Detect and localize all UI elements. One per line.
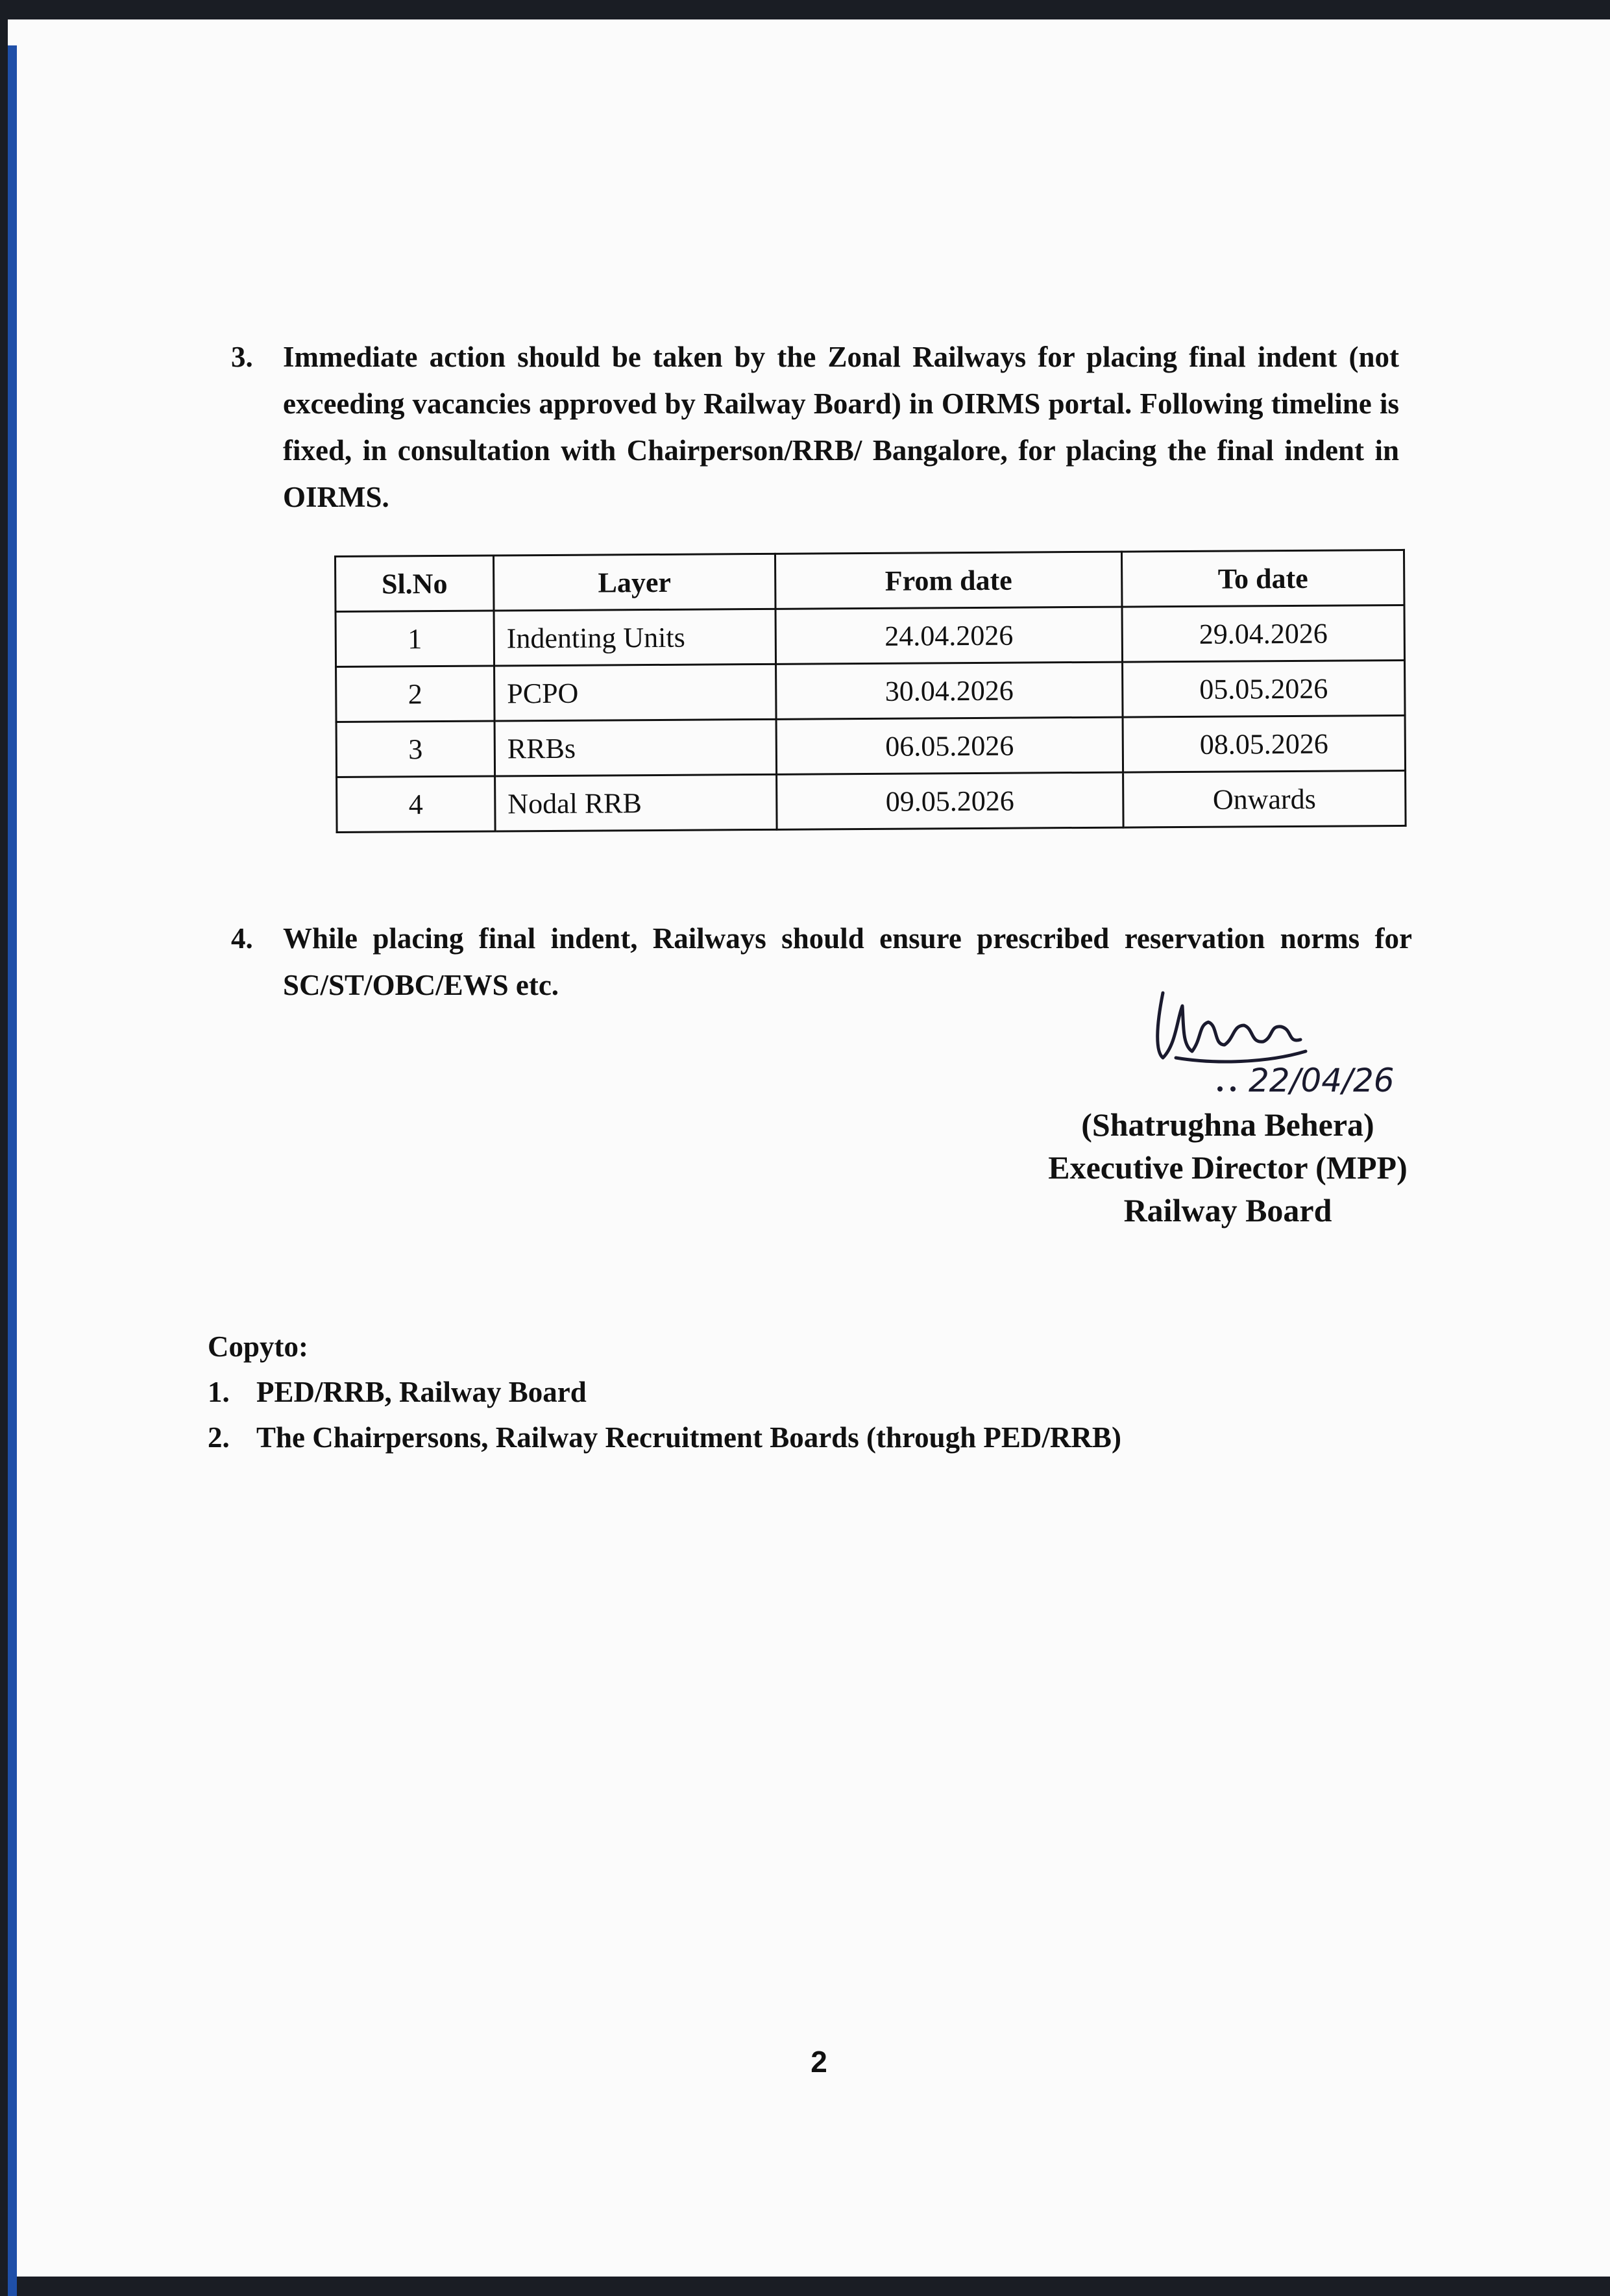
signature-date: 22/04/26 xyxy=(1249,1062,1395,1099)
signatory-block xyxy=(981,1103,1474,1232)
cell-sl-no: 4 xyxy=(337,776,496,832)
copy-item-number: 2. xyxy=(208,1421,230,1454)
cell-from-date: 24.04.2026 xyxy=(775,607,1123,664)
cell-from-date: 30.04.2026 xyxy=(776,662,1123,719)
header-from-date: From date xyxy=(775,552,1122,609)
copy-to-block xyxy=(208,1324,1121,1460)
paragraph-4-text: While placing final indent, Railways should ensure prescribed reservation norms for SC/ST/OBC/EWS etc. xyxy=(283,922,1412,1001)
document-page xyxy=(8,19,1610,2277)
cell-sl-no: 3 xyxy=(336,721,495,777)
cell-layer: RRBs xyxy=(494,719,777,776)
cell-to-date: 05.05.2026 xyxy=(1123,660,1406,717)
copy-item-text: PED/RRB, Railway Board xyxy=(256,1376,587,1408)
cell-layer: Indenting Units xyxy=(494,609,776,666)
scan-edge xyxy=(8,45,17,2296)
cell-sl-no: 2 xyxy=(336,666,495,722)
page-number: 2 xyxy=(811,2045,827,2079)
list-item xyxy=(208,1369,1121,1415)
header-sl-no: Sl.No xyxy=(335,556,494,611)
paragraph-3-number: 3. xyxy=(231,341,253,373)
copy-to-heading: Copyto: xyxy=(208,1330,308,1363)
cell-to-date: 29.04.2026 xyxy=(1122,605,1405,662)
table-row xyxy=(336,660,1405,722)
cell-to-date: Onwards xyxy=(1123,770,1406,827)
cell-layer: PCPO xyxy=(494,664,777,721)
table-row xyxy=(337,770,1406,832)
copy-item-text: The Chairpersons, Railway Recruitment Boards (through PED/RRB) xyxy=(256,1421,1121,1454)
cell-layer: Nodal RRB xyxy=(495,774,777,831)
header-layer: Layer xyxy=(494,554,776,611)
paragraph-4-number: 4. xyxy=(231,922,253,955)
cell-from-date: 09.05.2026 xyxy=(777,772,1124,829)
signature-drawing xyxy=(1137,980,1442,1110)
paragraph-3 xyxy=(231,334,1399,520)
cell-to-date: 08.05.2026 xyxy=(1123,715,1406,772)
cell-sl-no: 1 xyxy=(335,611,494,666)
signatory-designation: Executive Director (MPP) xyxy=(1048,1149,1408,1186)
copy-item-number: 1. xyxy=(208,1376,230,1408)
table-header-row xyxy=(335,550,1404,611)
handwritten-signature xyxy=(1137,980,1442,1110)
signatory-office: Railway Board xyxy=(1123,1192,1332,1228)
signatory-name: (Shatrughna Behera) xyxy=(1081,1106,1374,1143)
paragraph-3-text: Immediate action should be taken by the Zonal Railways for placing final indent (not exceeding vacancies approved by Railway Board) in OIRMS portal. Following timeline is fixed, in consultation with Chairperson/RRB/ Bangalore, for placing the final indent in OIRMS. xyxy=(283,341,1399,513)
list-item xyxy=(208,1415,1121,1460)
table-row xyxy=(336,715,1405,777)
table-row xyxy=(335,605,1404,666)
timeline-table xyxy=(334,549,1407,833)
header-to-date: To date xyxy=(1121,550,1404,607)
cell-from-date: 06.05.2026 xyxy=(776,717,1123,774)
